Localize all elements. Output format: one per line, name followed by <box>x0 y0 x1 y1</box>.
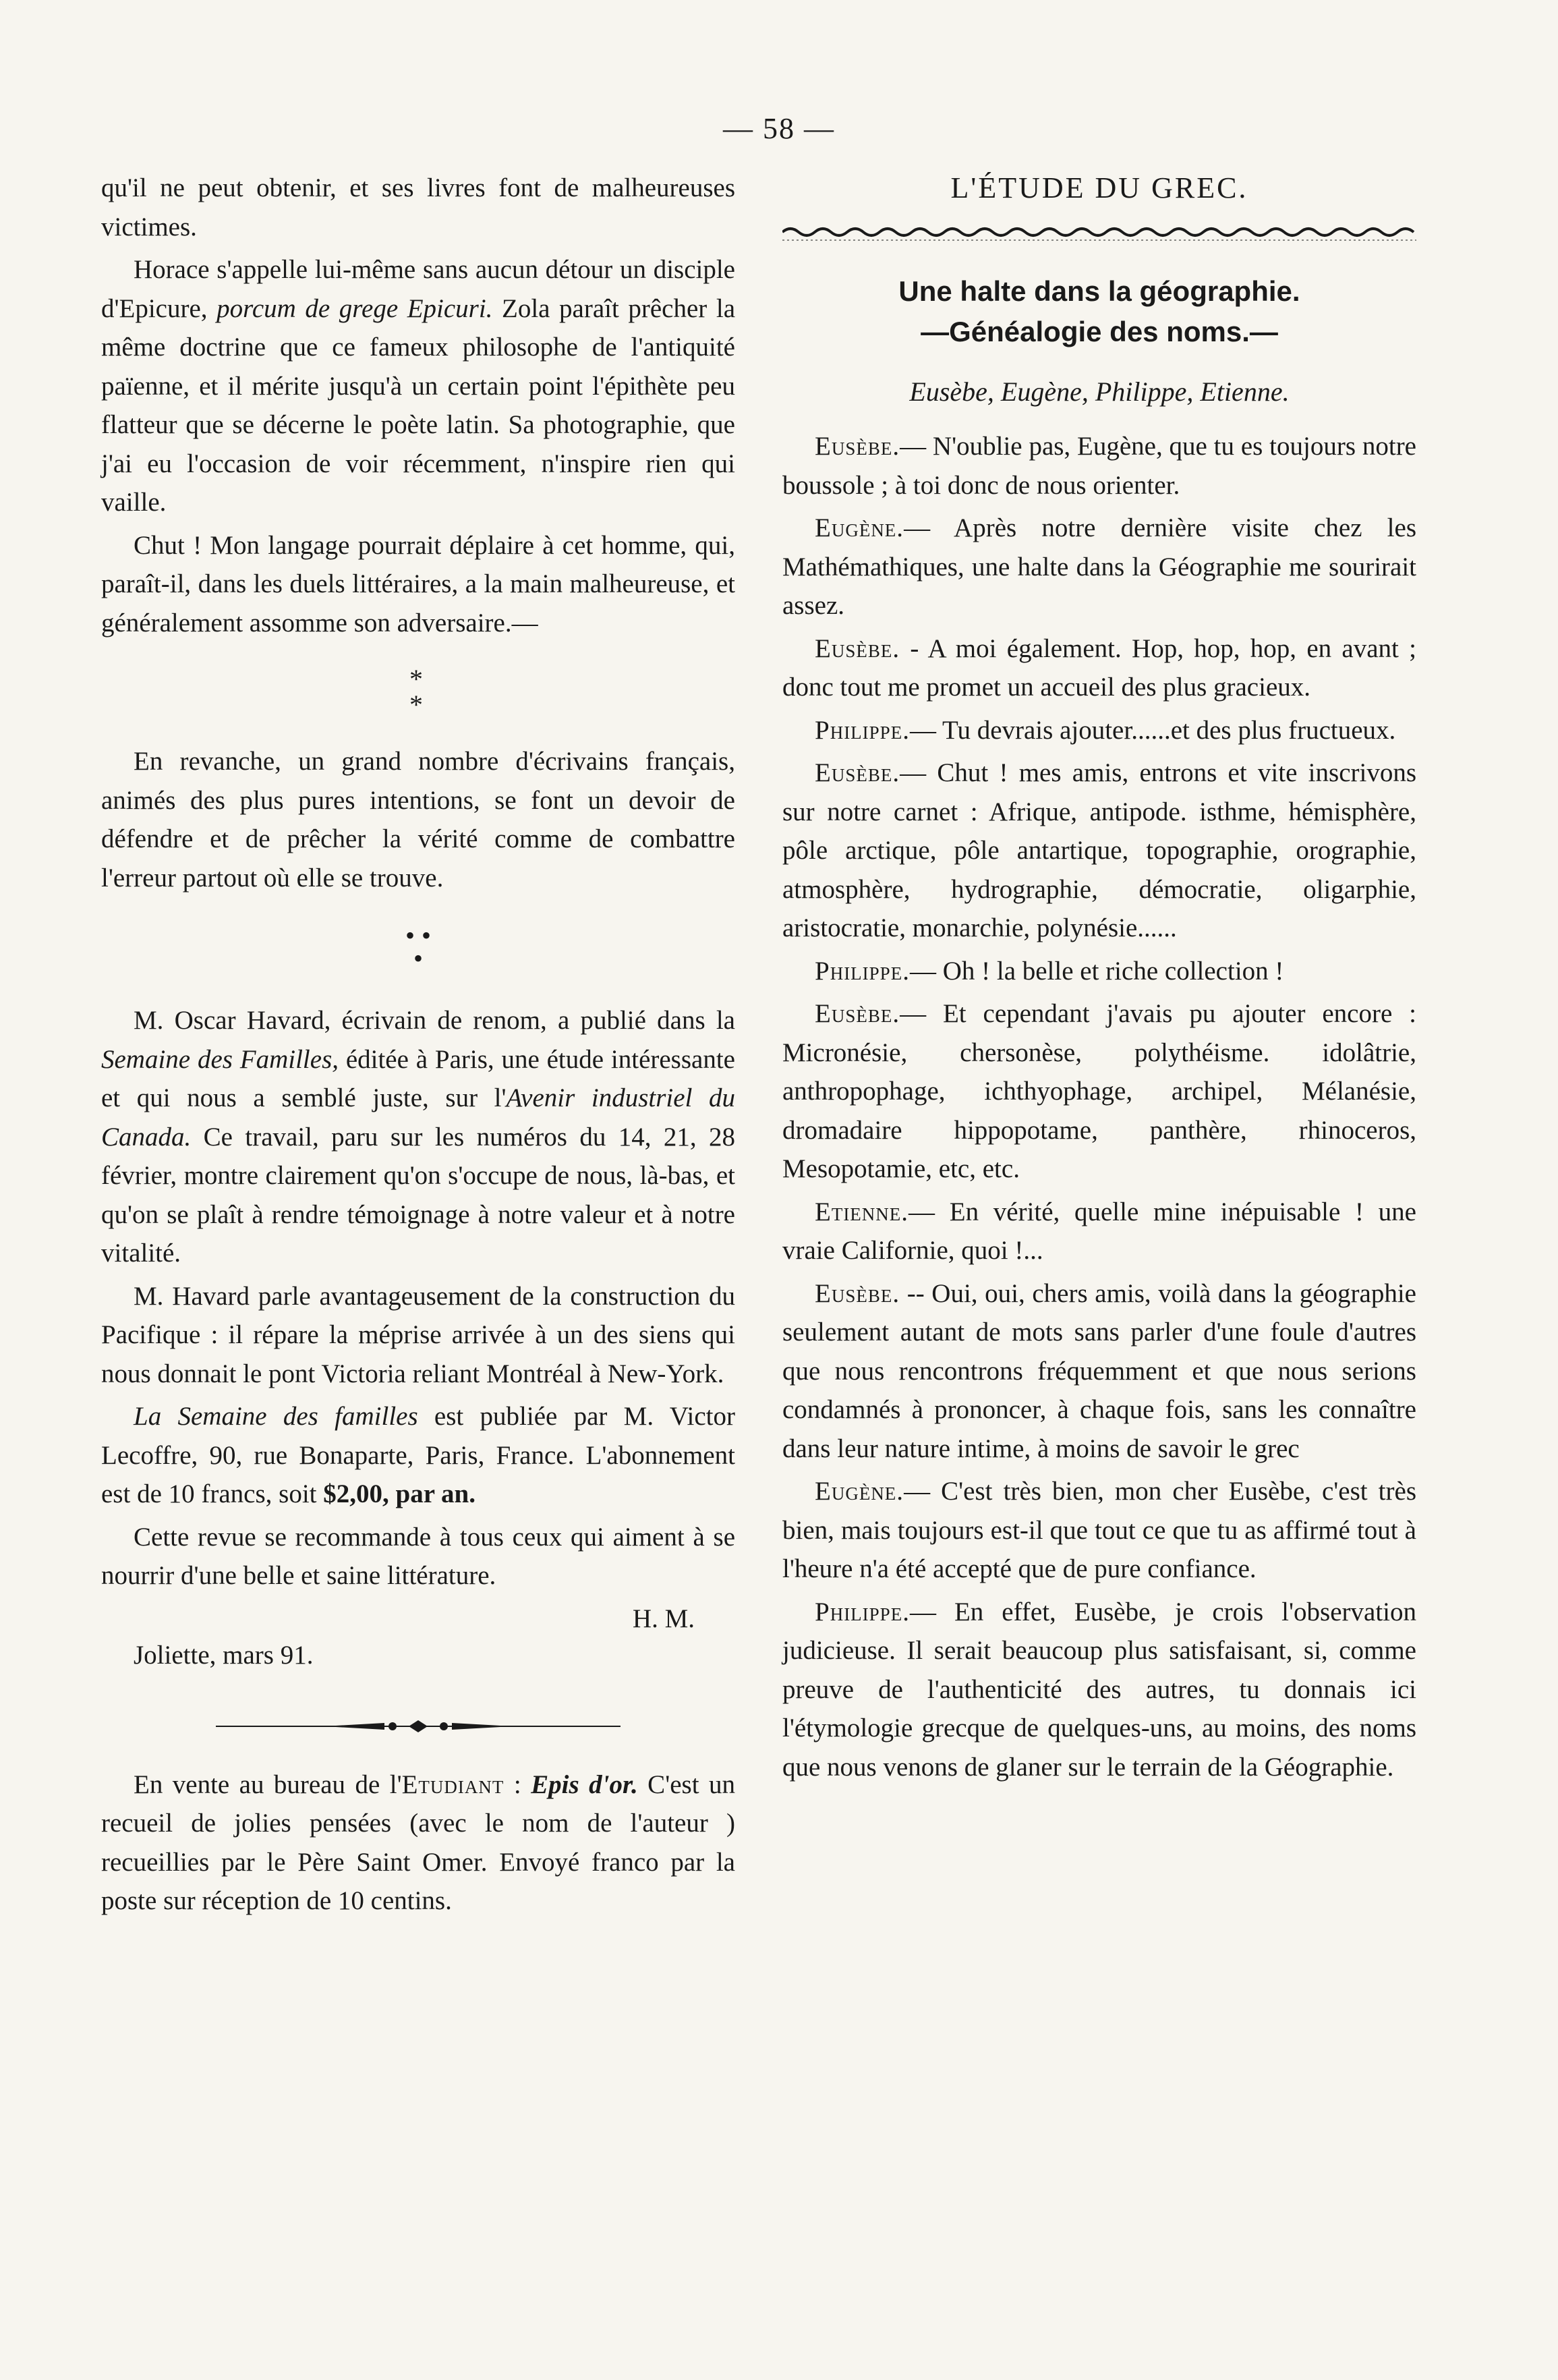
page-number: — 58 — <box>723 112 835 145</box>
dialogue-line <box>782 952 1416 991</box>
dialogue-text: — Et cependant j'avais pu ajouter encore : Micronésie, chersonèse, polythéisme. idolâtrie, anthropophage, ichthyophage, archipel, Mélanésie, dromadaire hippopotame, panthère, rhinoceros, Mesopotamie, etc, etc. <box>782 999 1416 1183</box>
speaker-name: Philippe. <box>815 715 910 745</box>
asterism-divider: * * <box>409 664 427 720</box>
journal-name: Etudiant <box>401 1769 504 1799</box>
dialogue-text: — Tu devrais ajouter......et des plus fructueux. <box>909 715 1396 745</box>
speaker-name: Etienne. <box>815 1197 909 1226</box>
signoff <box>101 1599 735 1680</box>
paragraph-text: Horace s'appelle lui-même sans aucun détour un disciple d'Epicure, <box>101 255 735 323</box>
latin-quote: porcum de grege Epicuri. <box>217 293 493 323</box>
speaker-name: Eusèbe. <box>815 758 900 787</box>
characters-list: Eusèbe, Eugène, Philippe, Etienne. <box>909 376 1290 407</box>
speaker-name: Eusèbe. <box>815 1278 900 1308</box>
paragraph-text: qu'il ne peut obtenir, et ses livres font de malheureuses victimes. <box>101 173 735 242</box>
speaker-name: Philippe. <box>815 956 910 986</box>
dialogue-text: — N'oublie pas, Eugène, que tu es toujours notre boussole ; à toi donc de nous orienter. <box>782 432 1416 500</box>
section-header: L'ÉTUDE DU GREC. <box>950 171 1248 204</box>
paragraph-text: M. Havard parle avantageusement de la construction du Pacifique : il répare la méprise arrivée à un des siens qui nous donnait le pont Victoria reliant Montréal à New-York. <box>101 1281 735 1388</box>
speaker-name: Eusèbe. <box>815 432 900 461</box>
paragraph-text: est publiée par M. Victor Lecoffre, 90, rue Bonaparte, Paris, France. L'abonnement est de 10 francs, soit <box>101 1402 735 1508</box>
dialogue-line <box>782 1472 1416 1589</box>
paragraph-text: : <box>504 1769 531 1799</box>
article-subtitle: —Généalogie des noms.— <box>921 315 1278 347</box>
paragraph <box>101 250 735 522</box>
dialogue-line <box>782 427 1416 505</box>
paragraph-text: Chut ! Mon langage pourrait déplaire à cet homme, qui, paraît-il, dans les duels littéraires, a la main malheureuse, et généralement assomme son adversaire.— <box>101 530 735 638</box>
dialogue-line <box>782 509 1416 625</box>
left-column <box>101 169 735 1925</box>
speaker-name: Eusèbe. <box>815 999 900 1028</box>
dot-divider: • • • <box>405 920 431 973</box>
paragraph <box>101 1277 735 1394</box>
speaker-name: Eugène. <box>815 1477 904 1506</box>
publication-title: Avenir industriel du Canada. <box>101 1083 736 1152</box>
paragraph-text: Ce travail, paru sur les numéros du 14, 21, 28 février, montre clairement qu'on s'occupe de nous, là-bas, et qu'on se plaît à rendre témoignage à notre valeur et à notre vitalité. <box>101 1122 735 1268</box>
price: $2,00, par an. <box>323 1479 476 1508</box>
dialogue-text: - A moi également. Hop, hop, hop, en avant ; donc tout me promet un accueil des plus gracieux. <box>782 633 1416 702</box>
paragraph-text: En revanche, un grand nombre d'écrivains français, animés des plus pures intentions, se font un devoir de défendre et de prêcher la vérité comme de combattre l'erreur partout où elle se trouve. <box>101 747 735 893</box>
speaker-name: Philippe. <box>815 1597 910 1626</box>
paragraph-text: C'est un recueil de jolies pensées (avec le nom de l'auteur ) recueillies par le Père Saint Omer. Envoyé franco par la poste sur réception de 10 centins. <box>101 1769 735 1915</box>
article-title: Une halte dans la géographie. <box>898 275 1300 307</box>
dialogue-text: — En vérité, quelle mine inépuisable ! une vraie Californie, quoi !... <box>782 1197 1416 1265</box>
dialogue-line <box>782 994 1416 1189</box>
paragraph-text: éditée à Paris, une étude intéressante et qui nous a semblé juste, sur l' <box>101 1044 735 1112</box>
dialogue-text: -- Oui, oui, chers amis, voilà dans la géographie seulement autant de mots sans parler d'une foule d'autres que nous rencontrons fréquemment et que nous serions condamnés à prononcer, à chaque fois, sans les connaître dans leur nature intime, à moins de savoir le grec <box>782 1278 1416 1463</box>
paragraph <box>101 1518 735 1595</box>
dialogue-line <box>782 1193 1416 1270</box>
paragraph <box>101 742 735 897</box>
dialogue-line <box>782 754 1416 948</box>
paragraph-text: Cette revue se recommande à tous ceux qui aiment à se nourrir d'une belle et saine littérature. <box>101 1522 735 1590</box>
publication-title: Semaine des Familles, <box>101 1044 339 1074</box>
paragraph <box>101 169 735 246</box>
dialogue-text: — Oh ! la belle et riche collection ! <box>909 956 1284 986</box>
author-initials: H. M. <box>632 1604 695 1633</box>
wavy-rule <box>782 217 1416 244</box>
dialogue-line <box>782 1274 1416 1469</box>
dialogue-line <box>782 711 1416 750</box>
dialogue-text: — C'est très bien, mon cher Eusèbe, c'est très bien, mais toujours est-il que tout ce que tu as affirmé tout à l'heure n'a été accepté que de pure confiance. <box>782 1477 1416 1583</box>
speaker-name: Eugène. <box>815 513 904 542</box>
speaker-name: Eusèbe. <box>815 633 900 663</box>
paragraph-text: En vente au bureau de l' <box>134 1769 402 1799</box>
dialogue-line <box>782 629 1416 707</box>
right-column <box>782 169 1416 1790</box>
paragraph <box>101 1001 735 1273</box>
paragraph <box>101 1397 735 1514</box>
publication-title: La Semaine des familles <box>134 1402 418 1431</box>
advertisement <box>101 1765 735 1921</box>
paragraph-text: Zola paraît prêcher la même doctrine que ce fameux philosophe de l'antiquité païenne, et il mérite jusqu'à un certain point l'épithète peu flatteur que se décerne le poète latin. Sa photographie, que j'ai eu l'occasion de voir récemment, n'inspire rien qui vaille. <box>101 293 736 517</box>
book-title: Epis d'or. <box>531 1769 638 1799</box>
dialogue-text: — Après notre dernière visite chez les Mathémathiques, une halte dans la Géographie me sourirait assez. <box>782 513 1416 620</box>
paragraph-text: M. Oscar Havard, écrivain de renom, a publié dans la <box>134 1006 735 1035</box>
ornament-divider <box>216 1718 621 1734</box>
dialogue-line <box>782 1593 1416 1787</box>
dialogue-text: — En effet, Eusèbe, je crois l'observation judicieuse. Il serait beaucoup plus satisfaisant, si, comme preuve de l'authenticité des autres, tu donnais ici l'étymologie grecque de quelques-uns, au moins, des noms que nous venons de glaner sur le terrain de la Géographie. <box>782 1597 1416 1782</box>
dialogue-text: — Chut ! mes amis, entrons et vite inscrivons sur notre carnet : Afrique, antipode. isthme, hémisphère, pôle arctique, pôle antartique, topographie, orographie, atmosphère, hydrographie, démocratie, oligarphie, aristocratie, monarchie, polynésie...... <box>782 758 1416 942</box>
paragraph <box>101 526 735 643</box>
place-date: Joliette, mars 91. <box>134 1640 314 1670</box>
